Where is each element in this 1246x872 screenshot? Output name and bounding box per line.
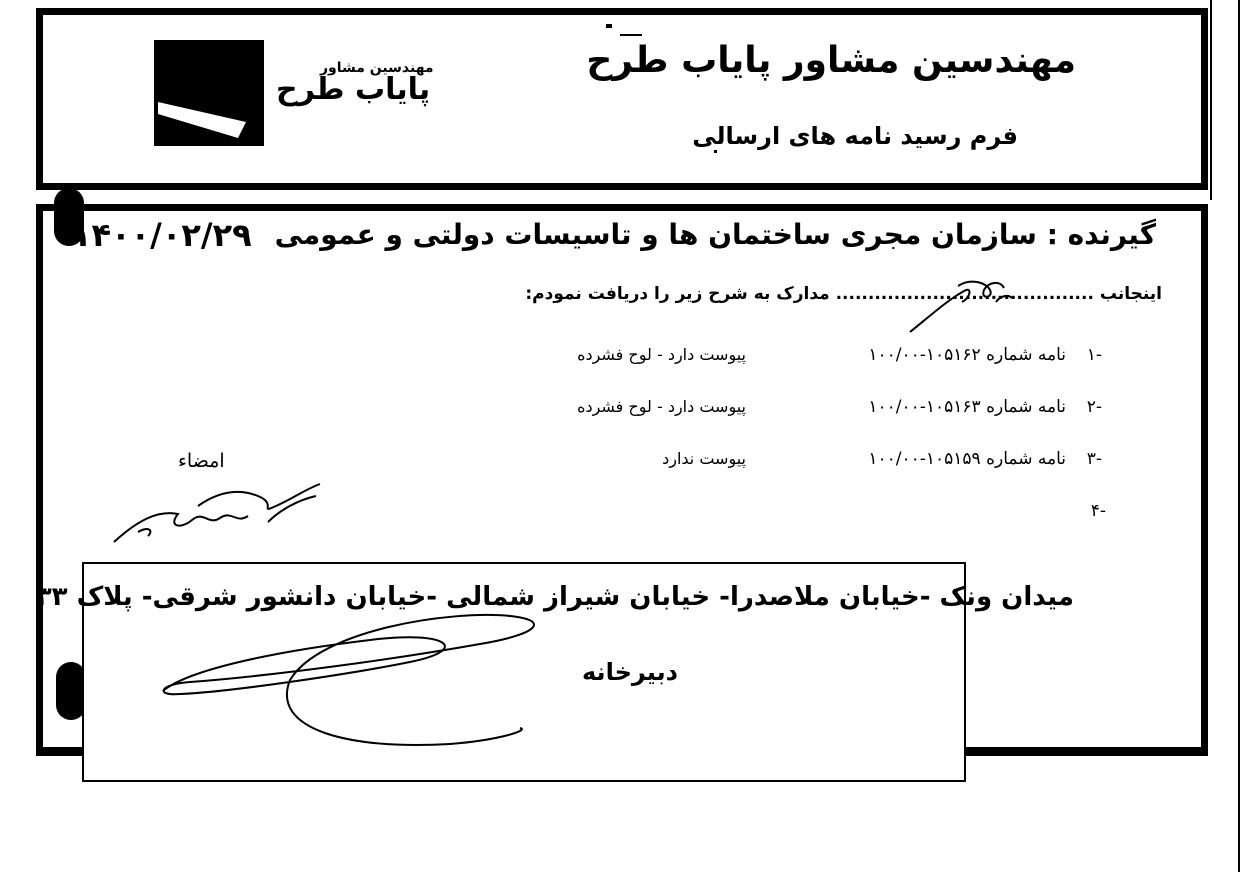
- secretariat-signature: [150, 600, 570, 760]
- item-letter: نامه شماره ۱۰۵۱۶۲-۱۰۰/۰۰: [868, 345, 1066, 365]
- scan-mark: [714, 150, 717, 153]
- logo-title: پایاب طرح: [276, 72, 431, 107]
- item-attachment: پیوست دارد - لوح فشرده: [577, 397, 746, 416]
- scan-mark: [620, 34, 642, 36]
- item-attachment: پیوست ندارد: [662, 449, 746, 468]
- item-number: -۱: [1086, 345, 1102, 365]
- form-title: فرم رسید نامه های ارسالی: [692, 122, 1018, 150]
- page-edge-line: [1210, 0, 1212, 200]
- stamp-address: میدان ونک -خیابان ملاصدرا- خیابان شیراز شمالی -خیابان دانشور شرقی- پلاک ۳۳: [35, 582, 1074, 612]
- item-number: -۲: [1086, 397, 1102, 417]
- recipient-line: گیرنده : سازمان مجری ساختمان ها و تاسیسات دولتی و عمومی: [274, 218, 1156, 251]
- item-letter: نامه شماره ۱۰۵۱۶۳-۱۰۰/۰۰: [868, 397, 1066, 417]
- page-edge-line: [1238, 0, 1240, 872]
- company-title: مهندسین مشاور پایاب طرح: [586, 40, 1076, 81]
- handwritten-name-scribble: [900, 268, 1030, 340]
- date: ۱۴۰۰/۰۲/۲۹: [72, 216, 252, 254]
- receiver-signature: [108, 470, 330, 552]
- item-attachment: پیوست دارد - لوح فشرده: [577, 345, 746, 364]
- item-letter: نامه شماره ۱۰۵۱۵۹-۱۰۰/۰۰: [868, 449, 1066, 469]
- scan-mark: [606, 24, 612, 28]
- item-number: -۴: [1090, 501, 1106, 521]
- logo-subtitle: مهندسین مشاور: [320, 60, 434, 76]
- logo-mark-icon: [154, 40, 264, 146]
- item-number: -۳: [1086, 449, 1102, 469]
- intro-line: اینجانب ........................................ مدارک به شرح زیر را دریافت نمودم:: [525, 284, 1162, 304]
- company-logo: [154, 40, 264, 146]
- stamp-department: دبیرخانه: [582, 658, 678, 686]
- signature-label: امضاء: [178, 450, 225, 472]
